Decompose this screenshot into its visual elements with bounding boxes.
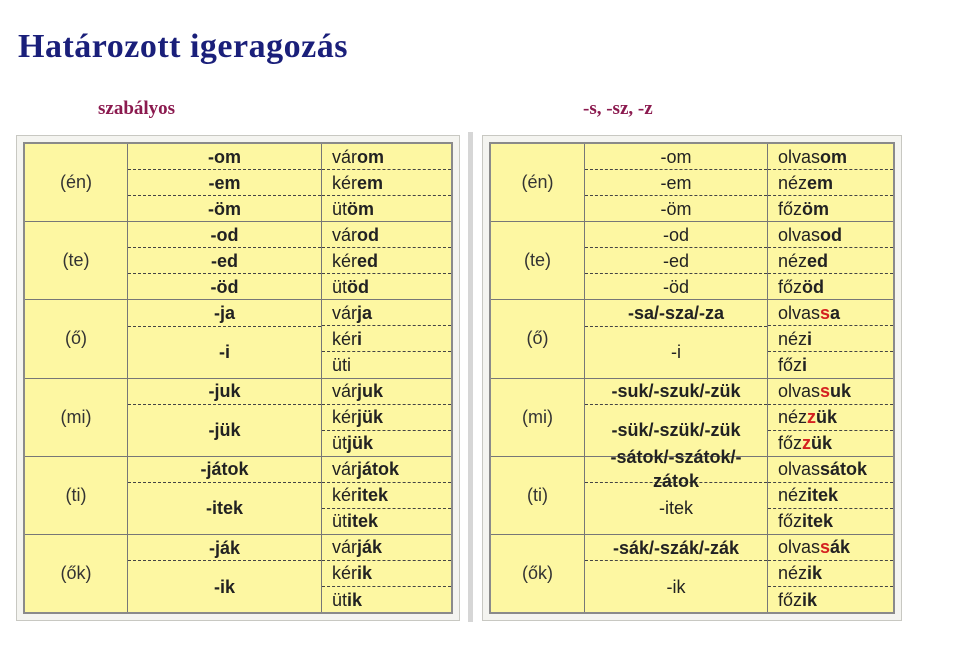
word-part: öm xyxy=(347,198,375,219)
example-word-cell xyxy=(768,274,893,299)
suffix-cell: -sük/-szük/-zük xyxy=(611,420,741,441)
word-part: kér xyxy=(332,563,358,584)
word-part: kér xyxy=(332,485,358,506)
example-word-cell xyxy=(322,535,451,561)
word-part: néz xyxy=(778,250,808,271)
example-word-cell xyxy=(768,222,893,248)
suffix-cell: -om xyxy=(585,144,767,170)
word-part: uk xyxy=(830,381,852,402)
word-part: vár xyxy=(332,381,358,402)
pronoun-cell: (te) xyxy=(491,222,585,299)
pronoun-cell: (mi) xyxy=(25,379,128,456)
example-word-cell xyxy=(768,379,893,405)
word-part: ük xyxy=(816,407,838,428)
word-part: néz xyxy=(778,485,808,506)
word-part: em xyxy=(807,172,834,193)
word-part: jük xyxy=(357,407,384,428)
word-part: főz xyxy=(778,355,803,375)
word-part: kér xyxy=(332,250,358,271)
word-part: vár xyxy=(332,146,358,167)
word-part: főz xyxy=(778,198,803,219)
word-part: öm xyxy=(802,198,830,219)
example-word-cell xyxy=(322,587,451,612)
suffix-cell: -jük xyxy=(208,420,241,441)
word-part: juk xyxy=(357,381,384,402)
word-part: itek xyxy=(807,485,839,506)
suffix-cell: -öd xyxy=(210,276,239,297)
word-part: néz xyxy=(778,407,808,428)
example-word-cell xyxy=(768,170,893,196)
example-word-cell xyxy=(322,509,451,534)
example-word-cell xyxy=(322,457,451,483)
table-row-group xyxy=(491,144,893,222)
word-part: ják xyxy=(357,537,383,558)
suffix-cell: -ják xyxy=(128,535,321,561)
example-word-cell xyxy=(322,274,451,299)
word-part: üt xyxy=(332,511,348,532)
suffix-cell: -sátok/-szátok/-zátok xyxy=(585,457,767,483)
table-row-group xyxy=(25,457,451,535)
suffix-cell: -itek xyxy=(658,498,693,519)
pronoun-cell: (ők) xyxy=(491,535,585,612)
example-word-cell xyxy=(768,196,893,221)
suffix-cell: -om xyxy=(128,144,321,170)
example-word-cell xyxy=(768,457,893,483)
word-part: itek xyxy=(347,511,379,532)
word-part: vár xyxy=(332,459,358,480)
example-word-cell xyxy=(322,170,451,196)
word-part: ik xyxy=(802,589,818,610)
example-word-cell xyxy=(322,300,451,326)
example-word-cell xyxy=(322,379,451,405)
word-part: olvas xyxy=(778,381,821,402)
word-part: sátok xyxy=(820,459,868,480)
example-word-cell xyxy=(768,248,893,274)
suffix-cell: -öd xyxy=(662,276,689,297)
pronoun-cell: (mi) xyxy=(491,379,585,456)
suffix-cell: -sa/-sza/-za xyxy=(585,300,767,326)
word-part: a xyxy=(830,302,841,323)
suffix-cell: -ed xyxy=(128,248,321,274)
word-part: em xyxy=(357,172,384,193)
suffix-cell: -i xyxy=(219,342,230,363)
word-part: ik xyxy=(347,589,363,610)
suffix-cell: -em xyxy=(128,170,321,196)
word-part: ed xyxy=(807,250,829,271)
word-part: vár xyxy=(332,224,358,245)
example-word-cell xyxy=(322,144,451,170)
word-part: főz xyxy=(778,589,803,610)
left-table-panel xyxy=(16,135,460,621)
word-part: ik xyxy=(357,563,373,584)
word-part: vár xyxy=(332,302,358,323)
suffix-cell: -sák/-szák/-zák xyxy=(585,535,767,561)
example-word-cell xyxy=(322,222,451,248)
pronoun-cell: (én) xyxy=(491,144,585,221)
word-part: od xyxy=(820,224,843,245)
left-subtitle: szabályos xyxy=(98,98,176,119)
word-part: olvas xyxy=(778,146,821,167)
example-word-cell xyxy=(768,561,893,587)
table-row-group xyxy=(491,535,893,612)
word-part: olvas xyxy=(778,302,821,323)
word-part: üt xyxy=(332,198,348,219)
word-part: főz xyxy=(778,433,803,454)
pronoun-cell: (ti) xyxy=(25,457,128,534)
word-part: om xyxy=(820,146,848,167)
table-row-group xyxy=(25,144,451,222)
right-table-panel xyxy=(482,135,902,621)
word-part: i xyxy=(802,355,808,375)
suffix-cell: -od xyxy=(128,222,321,248)
example-word-cell xyxy=(768,144,893,170)
word-part: kér xyxy=(332,407,358,428)
example-word-cell xyxy=(768,326,893,352)
table-row-group xyxy=(491,447,893,535)
word-part: öd xyxy=(802,276,825,297)
pronoun-cell: (én) xyxy=(25,144,128,221)
word-part: ák xyxy=(830,537,851,558)
word-part: olvas xyxy=(778,459,821,480)
example-word-cell xyxy=(768,352,893,377)
example-word-cell xyxy=(768,509,893,534)
table-row-group xyxy=(491,222,893,300)
word-part: ük xyxy=(811,433,833,454)
example-word-cell xyxy=(768,300,893,326)
suffix-cell: -ik xyxy=(666,576,686,597)
suffix-cell: -itek xyxy=(205,498,243,519)
word-part: itek xyxy=(357,485,389,506)
suffix-cell: -öm xyxy=(208,198,241,219)
word-part: vár xyxy=(332,537,358,558)
regular-conjugation-table xyxy=(23,142,453,614)
word-part: olvas xyxy=(778,537,821,558)
panel-divider xyxy=(468,132,473,622)
example-word-cell xyxy=(322,405,451,431)
word-part: üt xyxy=(332,355,348,375)
pronoun-cell: (te) xyxy=(25,222,128,299)
word-part: üt xyxy=(332,589,348,610)
word-part: olvas xyxy=(778,224,821,245)
example-word-cell xyxy=(322,248,451,274)
suffix-cell: -od xyxy=(585,222,767,248)
page-title: Határozott igeragozás xyxy=(18,28,348,65)
word-part: itek xyxy=(802,511,834,532)
example-word-cell xyxy=(768,587,893,612)
table-row-group xyxy=(25,379,451,457)
word-part: játok xyxy=(357,459,400,480)
word-part: öd xyxy=(347,276,370,297)
word-part: s xyxy=(820,537,831,558)
example-word-cell xyxy=(768,405,893,431)
word-part: ik xyxy=(807,563,823,584)
pronoun-cell: (ő) xyxy=(491,300,585,377)
example-word-cell xyxy=(322,431,451,456)
word-part: néz xyxy=(778,563,808,584)
example-word-cell xyxy=(322,561,451,587)
suffix-cell: -i xyxy=(671,342,681,363)
suffix-cell: -ik xyxy=(213,576,235,597)
word-part: z xyxy=(807,407,817,428)
word-part: s xyxy=(820,381,831,402)
suffix-cell: -öm xyxy=(660,198,692,219)
word-part: főz xyxy=(778,511,803,532)
pronoun-cell: (ők) xyxy=(25,535,128,612)
word-part: kér xyxy=(332,328,358,349)
example-word-cell xyxy=(322,196,451,221)
word-part: üt xyxy=(332,276,348,297)
example-word-cell xyxy=(768,535,893,561)
right-subtitle: -s, -sz, -z xyxy=(583,98,653,119)
table-row-group xyxy=(25,300,451,378)
word-part: om xyxy=(357,146,385,167)
example-word-cell xyxy=(322,326,451,352)
suffix-cell: -suk/-szuk/-zük xyxy=(585,379,767,405)
word-part: ed xyxy=(357,250,379,271)
word-part: z xyxy=(802,433,812,454)
example-word-cell xyxy=(768,431,893,456)
suffix-cell: -juk xyxy=(128,379,321,405)
table-row-group xyxy=(25,222,451,300)
word-part: i xyxy=(347,355,352,375)
s-sz-z-conjugation-table xyxy=(489,142,895,614)
word-part: ja xyxy=(357,302,373,323)
word-part: üt xyxy=(332,433,348,454)
suffix-cell: -játok xyxy=(128,457,321,483)
word-part: i xyxy=(807,328,813,349)
example-word-cell xyxy=(768,483,893,509)
example-word-cell xyxy=(322,483,451,509)
suffix-cell: -ja xyxy=(128,300,321,326)
suffix-cell: -em xyxy=(585,170,767,196)
pronoun-cell: (ti) xyxy=(491,457,585,534)
table-row-group xyxy=(25,535,451,612)
word-part: s xyxy=(820,302,831,323)
example-word-cell xyxy=(322,352,451,377)
word-part: főz xyxy=(778,276,803,297)
pronoun-cell: (ő) xyxy=(25,300,128,377)
word-part: i xyxy=(357,328,363,349)
word-part: néz xyxy=(778,172,808,193)
word-part: od xyxy=(357,224,380,245)
word-part: jük xyxy=(347,433,374,454)
suffix-cell: -ed xyxy=(585,248,767,274)
table-row-group xyxy=(491,300,893,378)
word-part: néz xyxy=(778,328,808,349)
word-part: kér xyxy=(332,172,358,193)
